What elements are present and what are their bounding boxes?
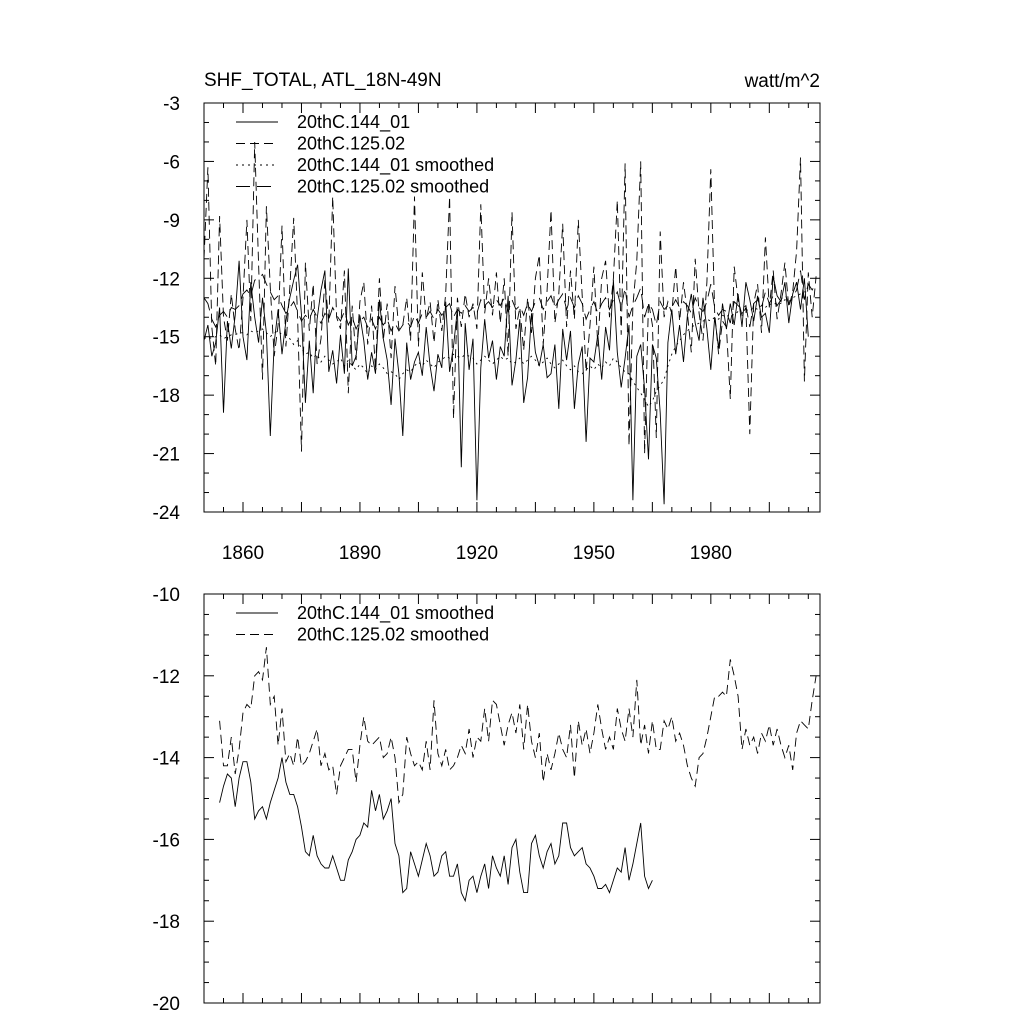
x-tick-label: 1980 <box>689 543 732 564</box>
y-tick-label: -12 <box>152 269 180 291</box>
bottom-legend <box>236 603 494 645</box>
y-tick-label: -24 <box>152 503 180 524</box>
y-tick-label: -6 <box>163 152 180 174</box>
top-legend <box>236 112 494 197</box>
chart-title: SHF_TOTAL, ATL_18N-49N <box>204 70 442 91</box>
y-tick-label: -3 <box>163 94 180 115</box>
top-series-group <box>204 142 816 504</box>
y-tick-label: -10 <box>152 585 180 606</box>
y-tick-label: -18 <box>152 386 180 408</box>
x-tick-label: 1920 <box>455 543 499 564</box>
legend-label: 20thC.125.02 smoothed <box>297 176 490 197</box>
series-line-2 <box>220 647 817 802</box>
y-tick-label: -15 <box>152 327 180 349</box>
y-tick-label: -20 <box>152 994 180 1015</box>
y-tick-label: -12 <box>152 666 180 688</box>
x-tick-label: 1890 <box>338 543 382 564</box>
y-tick-label: -18 <box>152 912 180 934</box>
bottom-panel <box>153 585 820 1015</box>
legend-label: 20thC.144_01 smoothed <box>297 155 495 175</box>
series-line-1 <box>220 758 653 901</box>
x-tick-label: 1860 <box>221 543 265 564</box>
legend-label: 20thC.125.02 smoothed <box>297 624 490 645</box>
top-panel <box>153 70 820 564</box>
units-label: watt/m^2 <box>744 71 820 92</box>
series-line-2 <box>204 142 816 454</box>
legend-label: 20thC.125.02 <box>297 133 406 154</box>
legend-label: 20thC.144_01 smoothed <box>297 603 495 623</box>
bottom-x-axis <box>223 594 808 1003</box>
y-tick-label: -14 <box>152 748 180 770</box>
y-tick-label: -9 <box>163 210 180 232</box>
y-tick-label: -21 <box>152 444 180 466</box>
series-line-1 <box>204 261 808 504</box>
legend-label: 20thC.144_01 <box>297 112 411 132</box>
x-tick-label: 1950 <box>572 543 616 564</box>
bottom-plot-frame <box>204 594 820 1003</box>
bottom-series-group <box>220 647 817 901</box>
y-tick-label: -16 <box>152 830 180 852</box>
